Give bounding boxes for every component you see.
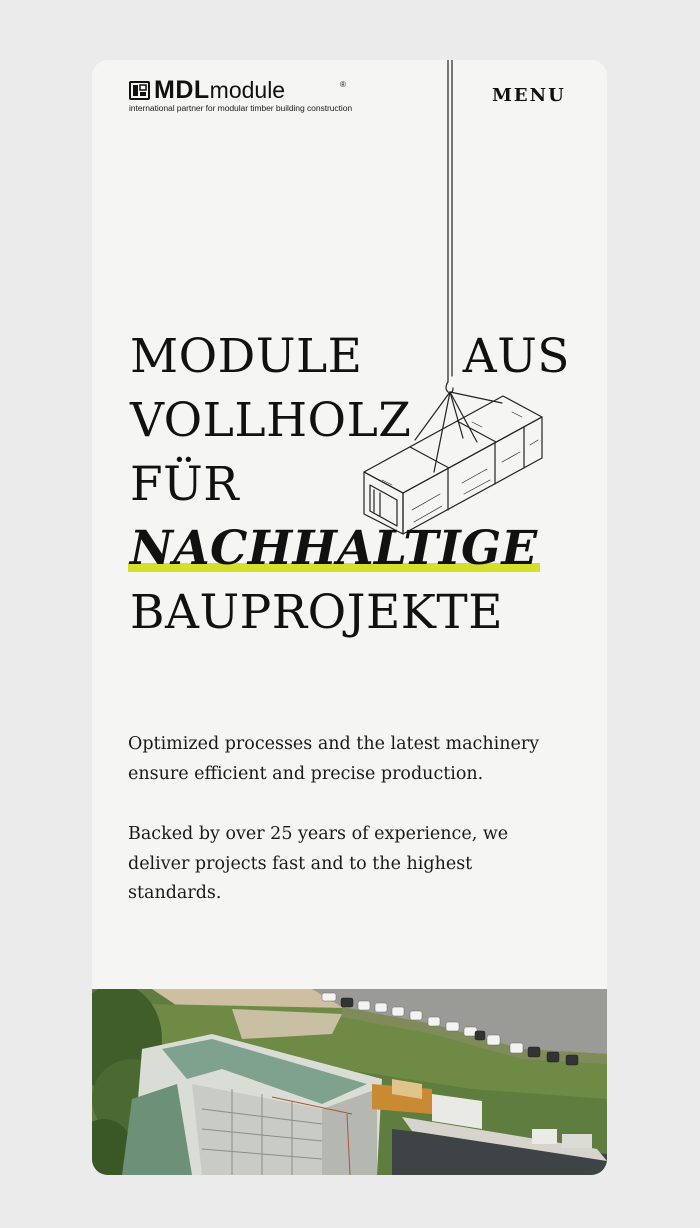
headline-line-3: FÜR xyxy=(130,457,240,512)
logo-bold-text: MDL xyxy=(154,76,210,104)
menu-button[interactable]: MENU xyxy=(492,85,566,106)
logo-wordmark xyxy=(154,76,285,104)
headline-accent-word: NACHHALTIGE xyxy=(130,521,538,576)
logo-tagline: international partner for modular timber building construction xyxy=(129,103,353,113)
headline-word-module: MODULE xyxy=(130,329,363,384)
brand-logo[interactable] xyxy=(129,76,359,115)
headline-word-aus: AUS xyxy=(462,329,570,384)
headline-line-1 xyxy=(130,325,570,389)
logo-mark-icon xyxy=(129,81,150,100)
intro-paragraph-1: Optimized processes and the latest machinery ensure efficient and precise production. xyxy=(128,734,540,784)
headline-line-2: VOLLHOLZ xyxy=(130,393,412,448)
hero-headline xyxy=(130,325,570,645)
aerial-construction-photo xyxy=(92,989,607,1175)
headline-line-4 xyxy=(130,517,570,581)
intro-text xyxy=(128,730,568,940)
intro-paragraph-2: Backed by over 25 years of experience, we deliver projects fast and to the highest standards. xyxy=(128,824,509,903)
page-card xyxy=(92,60,607,1175)
headline-accent-wrapper xyxy=(130,517,538,581)
headline-line-5: BAUPROJEKTE xyxy=(130,585,504,640)
logo-light-text: module xyxy=(209,77,286,103)
registered-mark: ® xyxy=(340,80,346,89)
